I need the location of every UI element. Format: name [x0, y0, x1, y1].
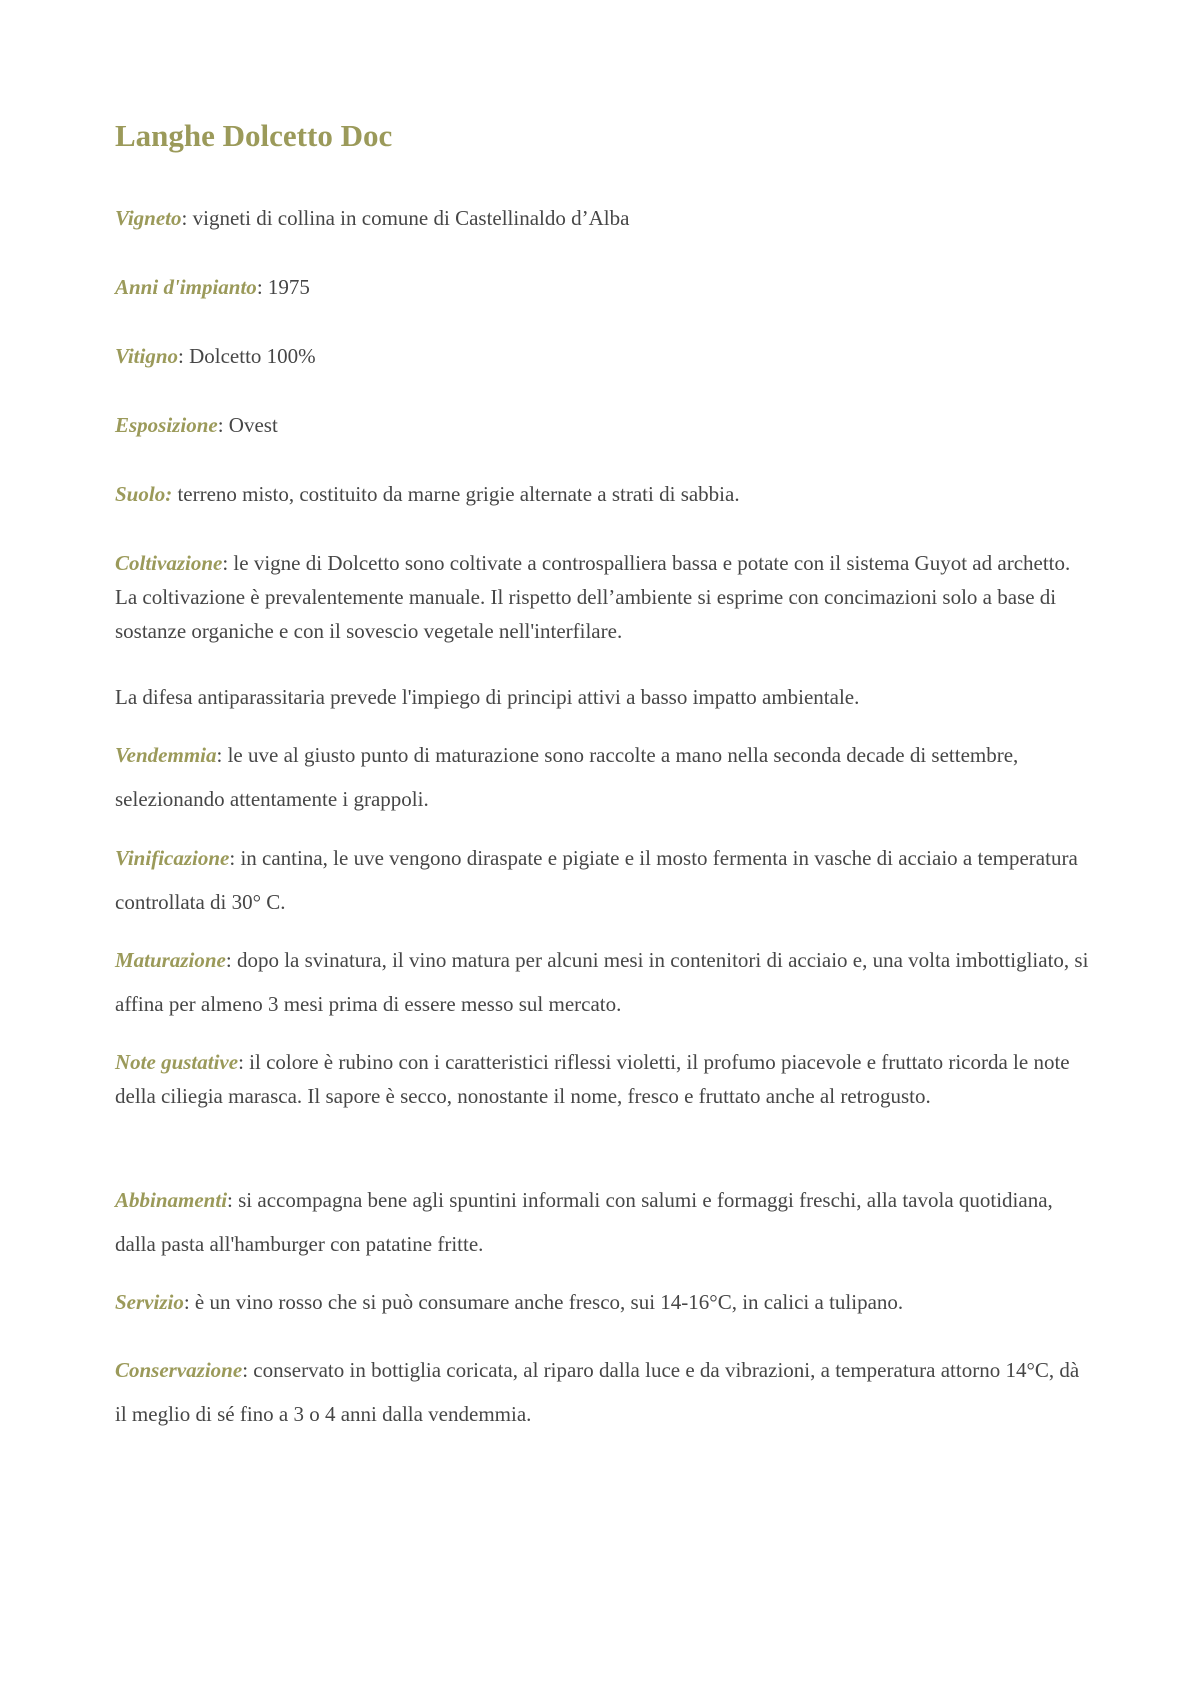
page-title: Langhe Dolcetto Doc [115, 118, 393, 153]
entry-servizio [115, 1285, 1095, 1319]
entry-vitigno [115, 339, 1095, 373]
entry-text: : le uve al giusto punto di maturazione sono raccolte a mano nella seconda decade di settembre, selezionando attentamente i grappoli. [115, 743, 1019, 811]
entry-label: Abbinamenti [115, 1188, 228, 1212]
entry-label: Note gustative [115, 1050, 239, 1074]
entry-text: : Ovest [217, 413, 278, 437]
entry-text: : si accompagna bene agli spuntini informali con salumi e formaggi freschi, alla tavola quotidiana, dalla pasta all'hamburger con patatine fritte. [115, 1188, 1053, 1256]
entry-note-gustative [115, 1045, 1095, 1113]
entry-label: Vinificazione [115, 846, 230, 870]
entry-text: : le vigne di Dolcetto sono coltivate a controspalliera bassa e potate con il sistema Guyot ad archetto. La coltivazione è prevalentemente manuale. Il rispetto dell’ambiente si esprime con concimazioni solo a base di sostanze organiche e con il sovescio vegetale nell'interfilare. [115, 551, 1071, 643]
entry-text: : conservato in bottiglia coricata, al riparo dalla luce e da vibrazioni, a temperatura attorno 14°C, dà il meglio di sé fino a 3 o 4 anni dalla vendemmia. [115, 1358, 1080, 1426]
entry-vigneto [115, 201, 1095, 235]
entry-label: Coltivazione [115, 551, 223, 575]
entry-label: Vitigno [115, 344, 179, 368]
entry-suolo [115, 477, 1095, 511]
entry-label: Vendemmia [115, 743, 217, 767]
entry-maturazione [115, 938, 1095, 1026]
entry-label: Servizio [115, 1290, 184, 1314]
entry-text: : il colore è rubino con i caratteristici riflessi violetti, il profumo piacevole e fruttato ricorda le note della ciliegia marasca. Il sapore è secco, nonostante il nome, fresco e fruttato anche al retrogusto. [115, 1050, 1070, 1108]
entry-label: Anni d'impianto [115, 275, 257, 299]
entry-text: : 1975 [256, 275, 310, 299]
entry-abbinamenti [115, 1178, 1095, 1266]
entry-text: terreno misto, costituito da marne grigie alternate a strati di sabbia. [172, 482, 740, 506]
entry-label: Esposizione [115, 413, 218, 437]
entry-text: : dopo la svinatura, il vino matura per alcuni mesi in contenitori di acciaio e, una volta imbottigliato, si affina per almeno 3 mesi prima di essere messo sul mercato. [115, 948, 1089, 1016]
entry-text: : Dolcetto 100% [178, 344, 316, 368]
entry-coltivazione [115, 546, 1095, 648]
entry-text: : vigneti di collina in comune di Castellinaldo d’Alba [181, 206, 630, 230]
entry-text: La difesa antiparassitaria prevede l'impiego di principi attivi a basso impatto ambientale. [115, 685, 860, 709]
entry-label: Conservazione [115, 1358, 243, 1382]
entry-vinificazione [115, 836, 1095, 924]
entry-difesa [115, 680, 1095, 714]
entry-label: Vigneto [115, 206, 182, 230]
entry-vendemmia [115, 733, 1095, 821]
entry-text: : è un vino rosso che si può consumare anche fresco, sui 14-16°C, in calici a tulipano. [183, 1290, 904, 1314]
entry-anni-impianto [115, 270, 1095, 304]
entry-label: Suolo: [115, 482, 173, 506]
entry-conservazione [115, 1348, 1095, 1436]
entry-text: : in cantina, le uve vengono diraspate e pigiate e il mosto fermenta in vasche di acciaio a temperatura controllata di 30° C. [115, 846, 1078, 914]
entry-label: Maturazione [115, 948, 226, 972]
entry-esposizione [115, 408, 1095, 442]
